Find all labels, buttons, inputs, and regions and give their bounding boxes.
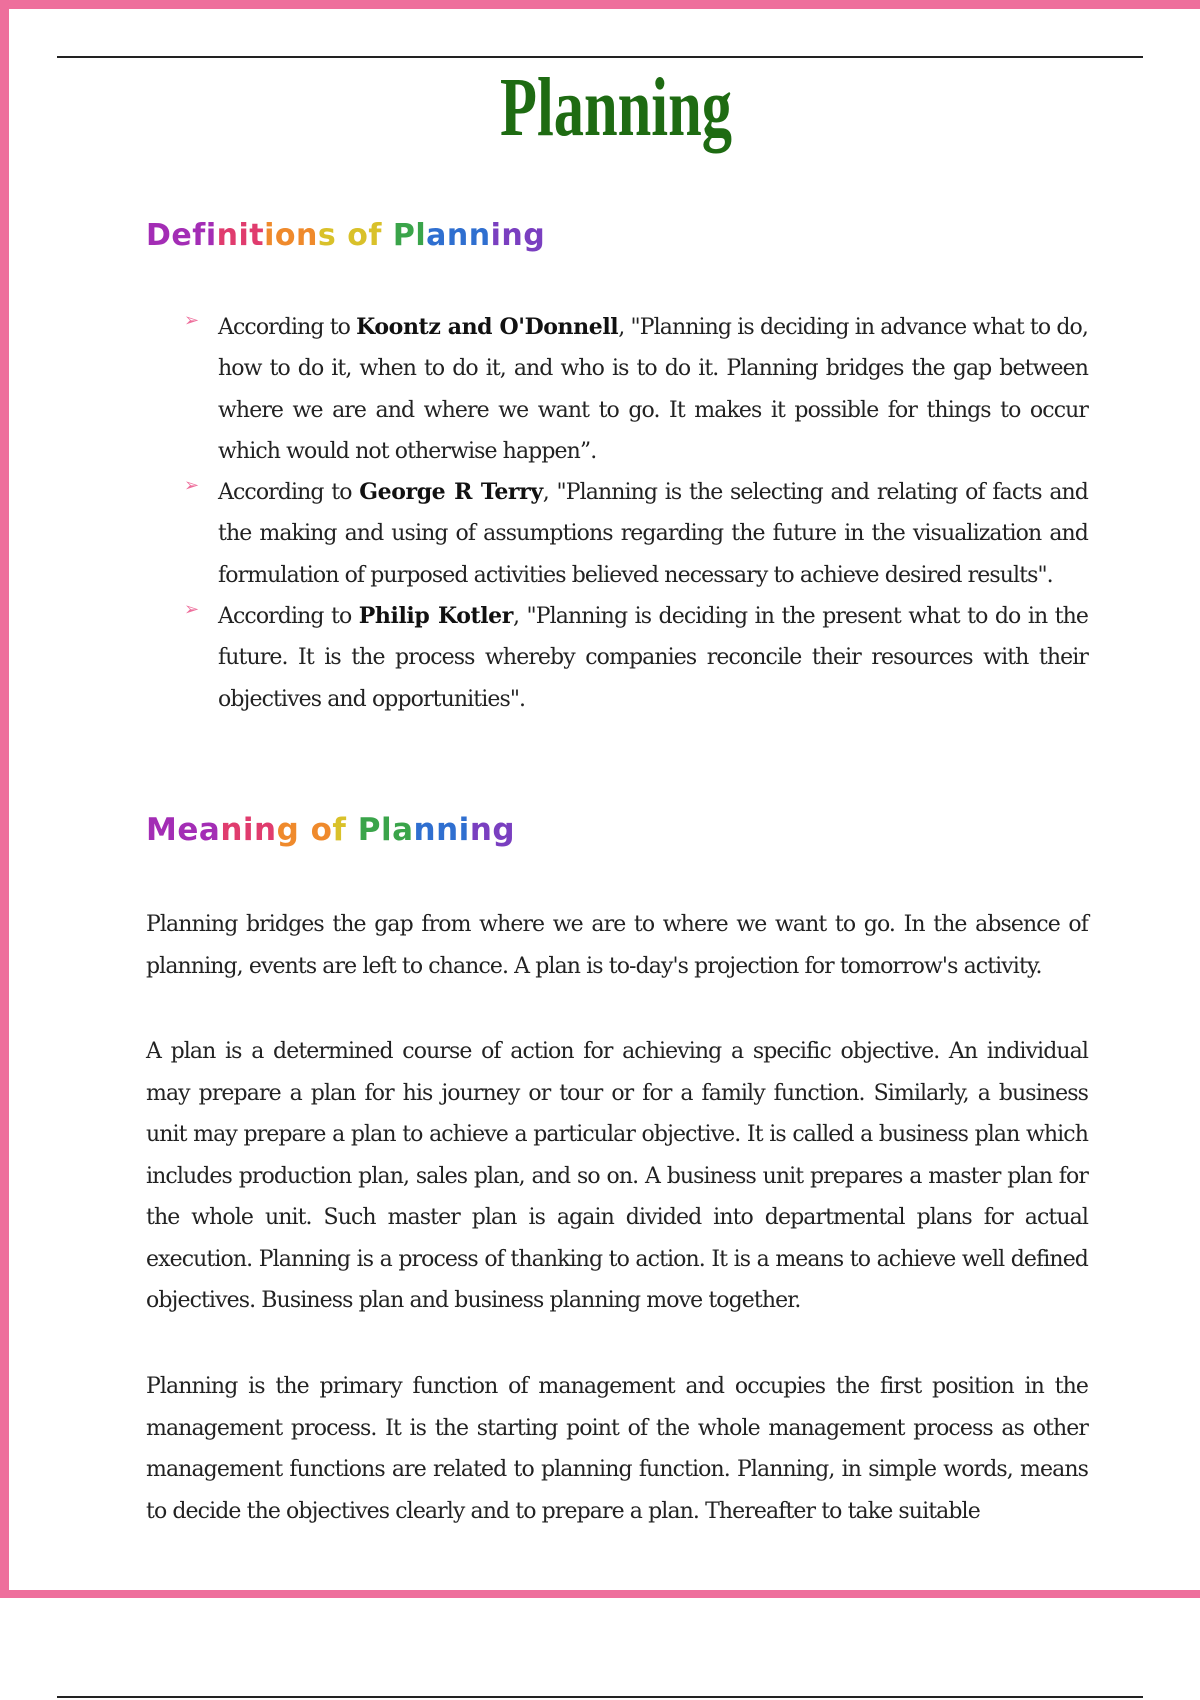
page-border-bottom — [0, 1590, 1200, 1598]
page-border-top — [0, 0, 1200, 9]
definition-author: Philip Kotler — [358, 603, 513, 630]
definition-quote: , "Planning is deciding in advance what to do, how to do it, when to do it, and who is to do it. Planning bridges the gap between where we are and where we want to go. It makes it possible for things to occur which would not otherwise happen”. — [218, 315, 1088, 464]
definition-quote: , "Planning is deciding in the present what to do in the future. It is the process whereby companies reconcile their resources with their objectives and opportunities". — [218, 604, 1089, 712]
definition-item — [146, 596, 1088, 720]
definition-item — [146, 307, 1088, 472]
arrow-bullet-icon: ➢ — [184, 310, 200, 331]
definition-lead: According to — [218, 480, 360, 506]
body-paragraph: A plan is a determined course of action for achieving a specific objective. An individual may prepare a plan for his journey or tour or for a family function. Similarly, a business unit may prepare a plan to achieve a particular objective. It is called a business plan which includes production plan, sales plan, and so on. A business unit prepares a master plan for the whole unit. Such master plan is again divided into departmental plans for actual execution. Planning is a process of thanking to action. It is a means to achieve well defined objectives. Business plan and business planning move together. — [146, 1039, 1088, 1313]
definition-author: George R Terry — [359, 479, 543, 506]
definition-text — [218, 472, 1088, 596]
definition-author: Koontz and O'Donnell — [356, 314, 619, 340]
arrow-bullet-icon: ➢ — [184, 475, 200, 497]
page-title: Planning — [500, 61, 732, 154]
arrow-bullet-icon: ➢ — [184, 599, 200, 621]
definitions-list — [146, 307, 1088, 720]
header-rule — [57, 56, 1143, 58]
next-page-rule — [57, 1696, 1143, 1698]
definition-lead: According to — [218, 604, 359, 630]
definition-text — [218, 307, 1088, 472]
body-paragraph: Planning bridges the gap from where we are to where we want to go. In the absence of planning, events are left to chance. A plan is to-day's projection for tomorrow's activity. — [146, 912, 1088, 979]
section-heading-meaning: Meaning of Planning — [146, 812, 516, 848]
definition-lead: According to — [218, 315, 357, 340]
page-border-left — [0, 0, 9, 1598]
definition-item — [146, 472, 1088, 596]
section-heading-definitions: Definitions of Planning — [146, 218, 546, 253]
body-paragraph: Planning is the primary function of management and occupies the first position in the management process. It is the starting point of the whole management process as other management functions are related to planning function. Planning, in simple words, means to decide the objectives clearly and to prepare a plan. Thereafter to take suitable — [146, 1374, 1088, 1524]
definition-text — [218, 596, 1088, 720]
definition-quote: , "Planning is the selecting and relating of facts and the making and using of assumptions regarding the future in the visualization and formulation of purposed activities believed necessary to achieve desired results". — [218, 480, 1088, 588]
